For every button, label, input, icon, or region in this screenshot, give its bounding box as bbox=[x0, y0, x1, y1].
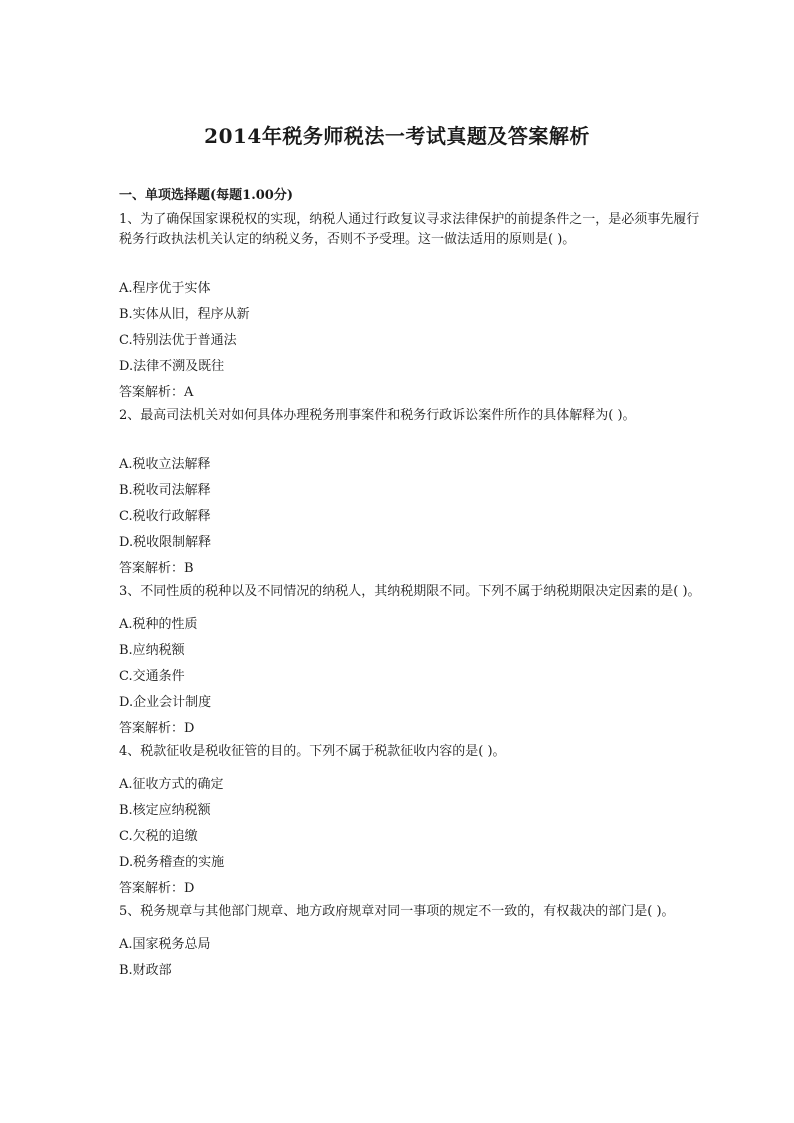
question-list bbox=[119, 210, 709, 984]
question-4 bbox=[119, 742, 709, 902]
option-c: C.交通条件 bbox=[119, 669, 185, 684]
option-b: B.应纳税额 bbox=[119, 643, 185, 658]
question-2 bbox=[119, 406, 709, 582]
option-a: A.征收方式的确定 bbox=[119, 777, 224, 792]
option-a: A.税收立法解释 bbox=[119, 457, 211, 472]
option-b: B.核定应纳税额 bbox=[119, 803, 211, 818]
option-d: D.税务稽查的实施 bbox=[119, 855, 225, 870]
answer-line: 答案解析：B bbox=[119, 561, 194, 576]
section-heading: 一、单项选择题(每题1.00分) bbox=[119, 188, 293, 203]
option-a: A.税种的性质 bbox=[119, 617, 198, 632]
option-b: B.税收司法解释 bbox=[119, 483, 211, 498]
answer-line: 答案解析：D bbox=[119, 881, 195, 896]
question-5 bbox=[119, 902, 709, 984]
option-a: A.程序优于实体 bbox=[119, 281, 211, 296]
answer-line: 答案解析：D bbox=[119, 721, 195, 736]
option-b: B.实体从旧，程序从新 bbox=[119, 307, 250, 322]
question-stem: 4、税款征收是税收征管的目的。下列不属于税款征收内容的是( )。 bbox=[119, 744, 506, 759]
question-stem: 3、不同性质的税种以及不同情况的纳税人，其纳税期限不同。下列不属于纳税期限决定因素的是( )。 bbox=[119, 584, 701, 599]
question-stem: 2、最高司法机关对如何具体办理税务刑事案件和税务行政诉讼案件所作的具体解释为( )。 bbox=[119, 408, 636, 423]
option-d: D.税收限制解释 bbox=[119, 535, 212, 550]
question-stem: 1、为了确保国家课税权的实现，纳税人通过行政复议寻求法律保护的前提条件之一，是必须事先履行税务行政执法机关认定的纳税义务，否则不予受理。这一做法适用的原则是( )。 bbox=[119, 212, 700, 247]
option-d: D.企业会计制度 bbox=[119, 695, 212, 710]
option-a: A.国家税务总局 bbox=[119, 937, 211, 952]
document-title: 2014年税务师税法一考试真题及答案解析 bbox=[204, 124, 590, 148]
option-c: C.特别法优于普通法 bbox=[119, 333, 237, 348]
option-c: C.欠税的追缴 bbox=[119, 829, 198, 844]
question-stem: 5、税务规章与其他部门规章、地方政府规章对同一事项的规定不一致的，有权裁决的部门是( )。 bbox=[119, 904, 675, 919]
question-1 bbox=[119, 210, 709, 406]
option-d: D.法律不溯及既往 bbox=[119, 359, 225, 374]
answer-line: 答案解析：A bbox=[119, 385, 194, 400]
question-3 bbox=[119, 582, 709, 742]
option-b: B.财政部 bbox=[119, 963, 172, 978]
option-c: C.税收行政解释 bbox=[119, 509, 211, 524]
